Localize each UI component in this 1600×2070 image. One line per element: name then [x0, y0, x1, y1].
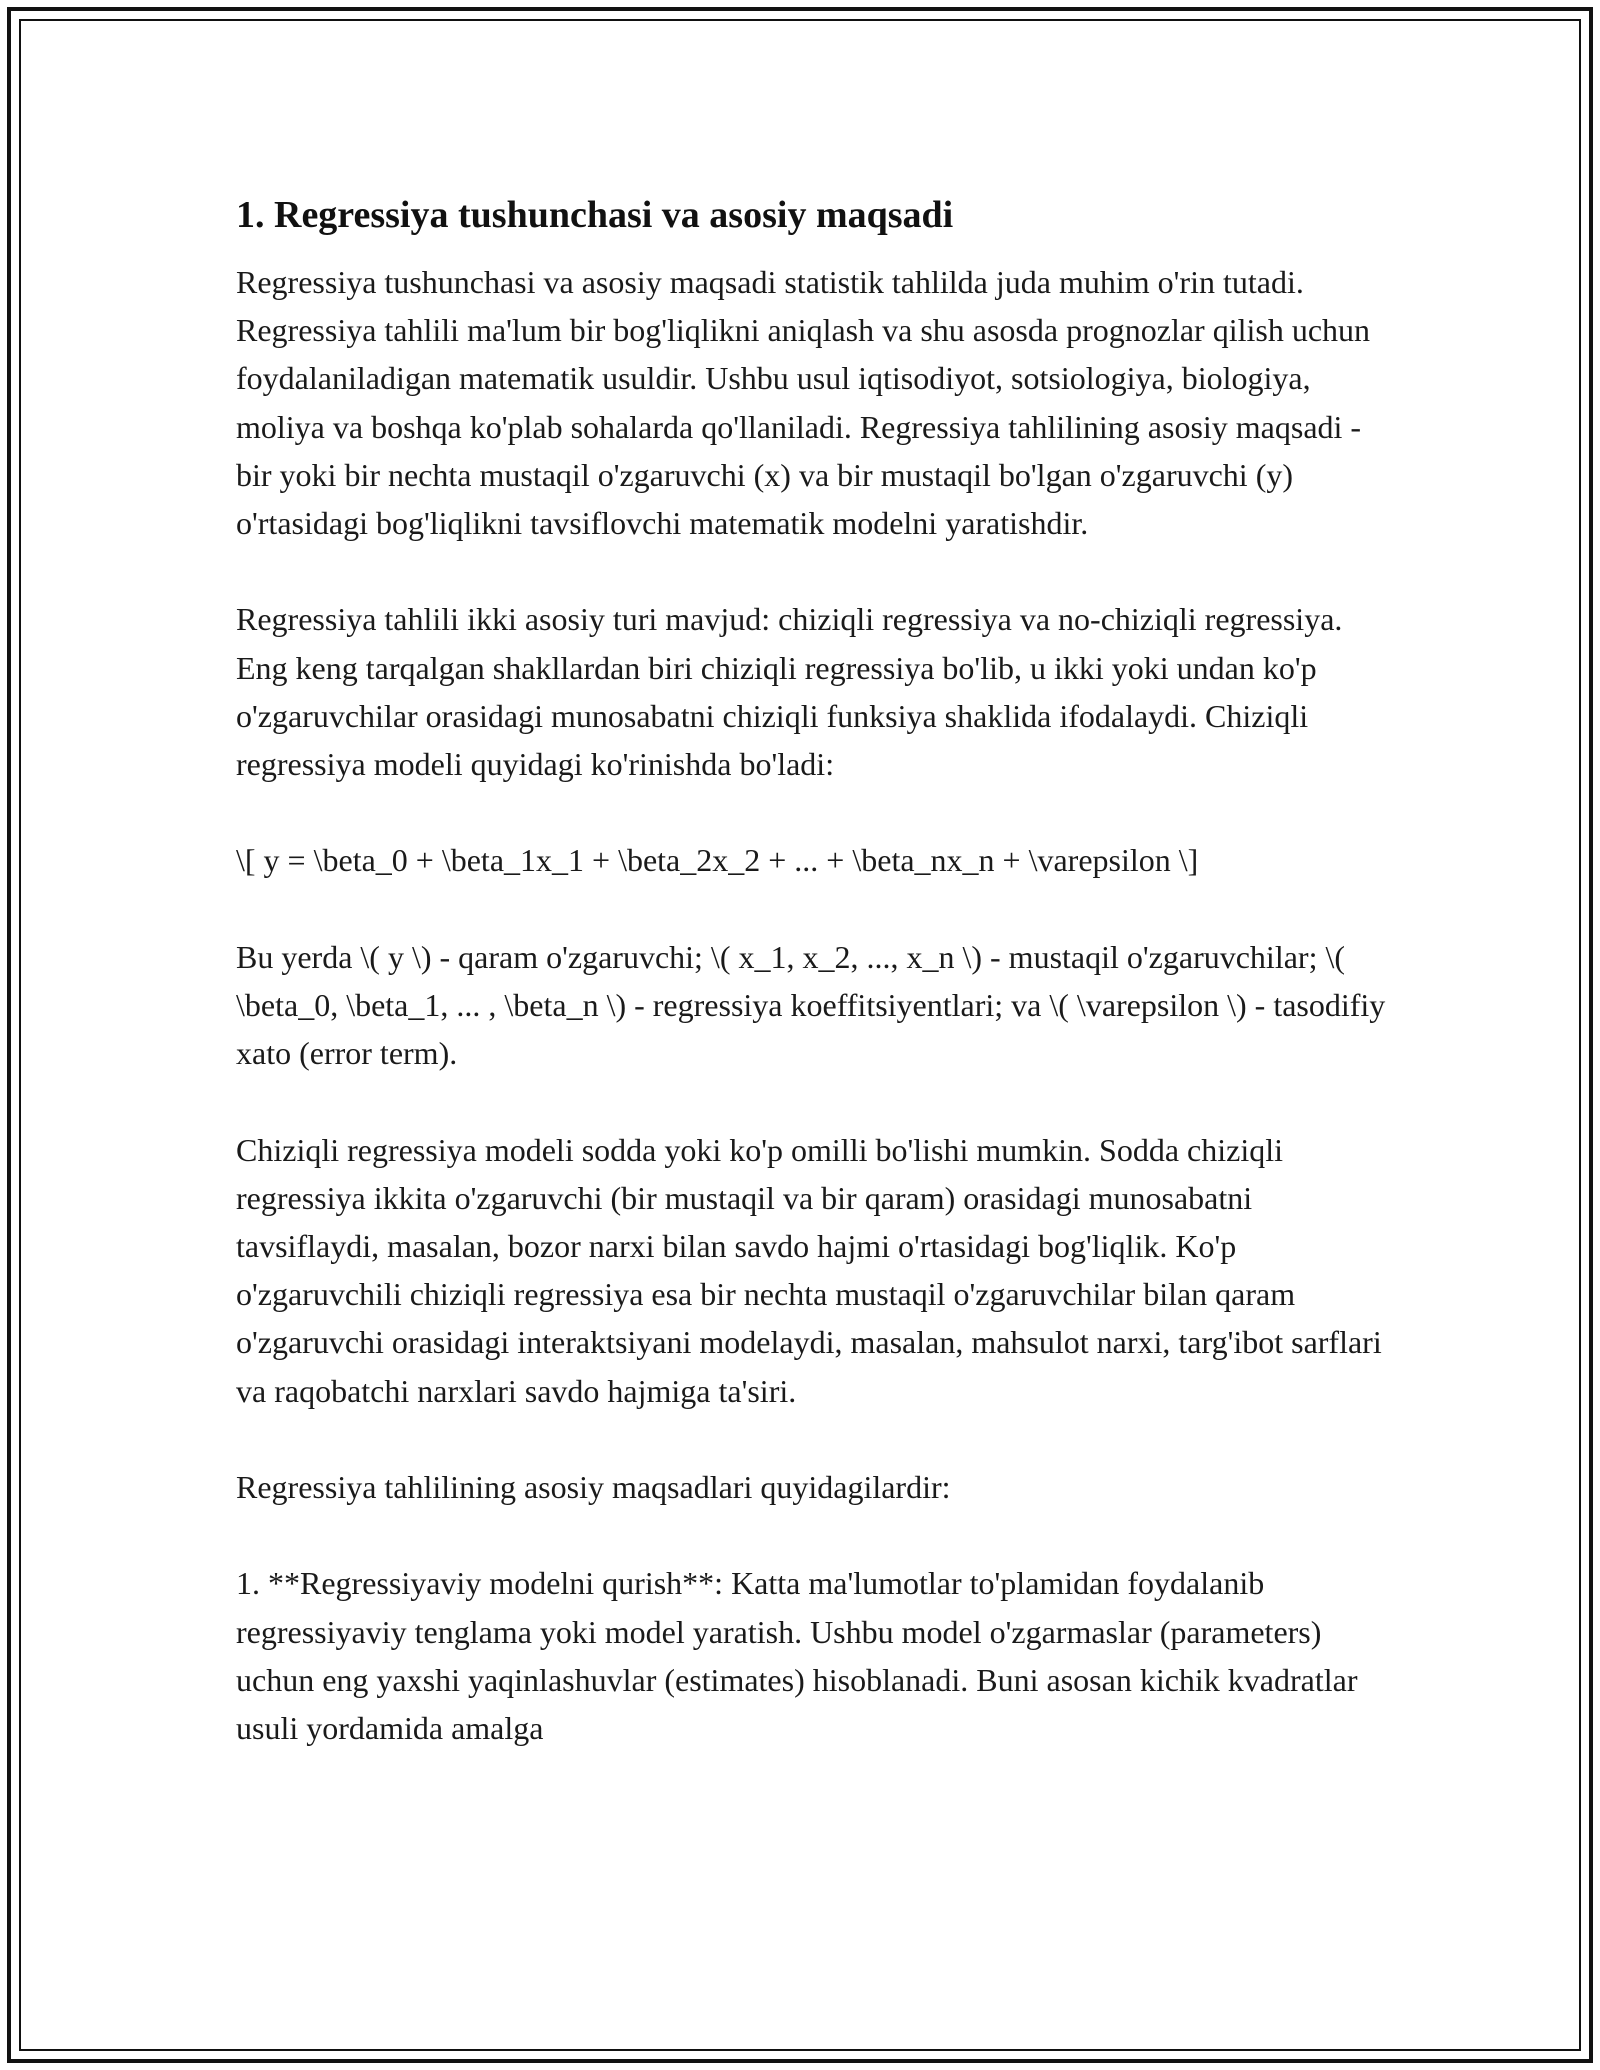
formula-line: \[ y = \beta_0 + \beta_1x_1 + \beta_2x_2 + ... + \beta_nx_n + \varepsilon \] — [236, 842, 1199, 879]
paragraph-intro: Regressiya tushunchasi va asosiy maqsadi statistik tahlilda juda muhim o'rin tutadi. Regressiya tahlili ma'lum bir bog'liqlikni aniqlash va shu asosda prognozlar qilish uchun foydalaniladigan matematik usuldir. Ushbu usul iqtisodiyot, sotsiologiya, biologiya, moliya va boshqa ko'plab sohalarda qo'llaniladi. Regressiya tahlilining asosiy maqsadi - bir yoki bir nechta mustaqil o'zgaruvchi (x) va bir mustaqil bo'lgan o'zgaruvchi (y) o'rtasidagi bog'liqlikni tavsiflovchi matematik modelni yaratishdir. — [236, 264, 1371, 542]
section-heading: 1. Regressiya tushunchasi va asosiy maqsadi — [236, 194, 954, 236]
paragraph-simple-multiple: Chiziqli regressiya modeli sodda yoki ko'p omilli bo'lishi mumkin. Sodda chiziqli regressiya ikkita o'zgaruvchi (bir mustaqil va bir qaram) orasidagi munosabatni tavsiflaydi, masalan, bozor narxi bilan savdo hajmi o'rtasidagi bog'liqlik. Ko'p o'zgaruvchili chiziqli regressiya esa bir nechta mustaqil o'zgaruvchilar bilan qaram o'zgaruvchi orasidagi interaktsiyani modelaydi, masalan, mahsulot narxi, targ'ibot sarflari va raqobatchi narxlari savdo hajmiga ta'siri. — [236, 1131, 1382, 1409]
list-item-goal-1: 1. **Regressiyaviy modelni qurish**: Katta ma'lumotlar to'plamidan foydalanib regressiyaviy tenglama yoki model yaratish. Ushbu model o'zgarmaslar (parameters) uchun eng yaxshi yaqinlashuvlar (estimates) hisoblanadi. Buni asosan kichik kvadratlar usuli yordamida amalga — [236, 1565, 1358, 1746]
document-body — [236, 186, 1386, 1752]
paragraph-definitions: Bu yerda \( y \) - qaram o'zgaruvchi; \( x_1, x_2, ..., x_n \) - mustaqil o'zgaruvchilar; \( \beta_0, \beta_1, ... , \beta_n \) - regressiya koeffitsiyentlari; va \( \varepsilon \) - tasodifiy xato (error term). — [236, 938, 1386, 1072]
paragraph-goals-intro: Regressiya tahlilining asosiy maqsadlari quyidagilardir: — [236, 1469, 951, 1505]
paragraph-types: Regressiya tahlili ikki asosiy turi mavjud: chiziqli regressiya va no-chiziqli regressiya. Eng keng tarqalgan shakllardan biri chiziqli regressiya bo'lib, u ikki yoki undan ko'p o'zgaruvchilar orasidagi munosabatni chiziqli funksiya shaklida ifodalaydi. Chiziqli regressiya modeli quyidagi ko'rinishda bo'ladi: — [236, 601, 1343, 783]
